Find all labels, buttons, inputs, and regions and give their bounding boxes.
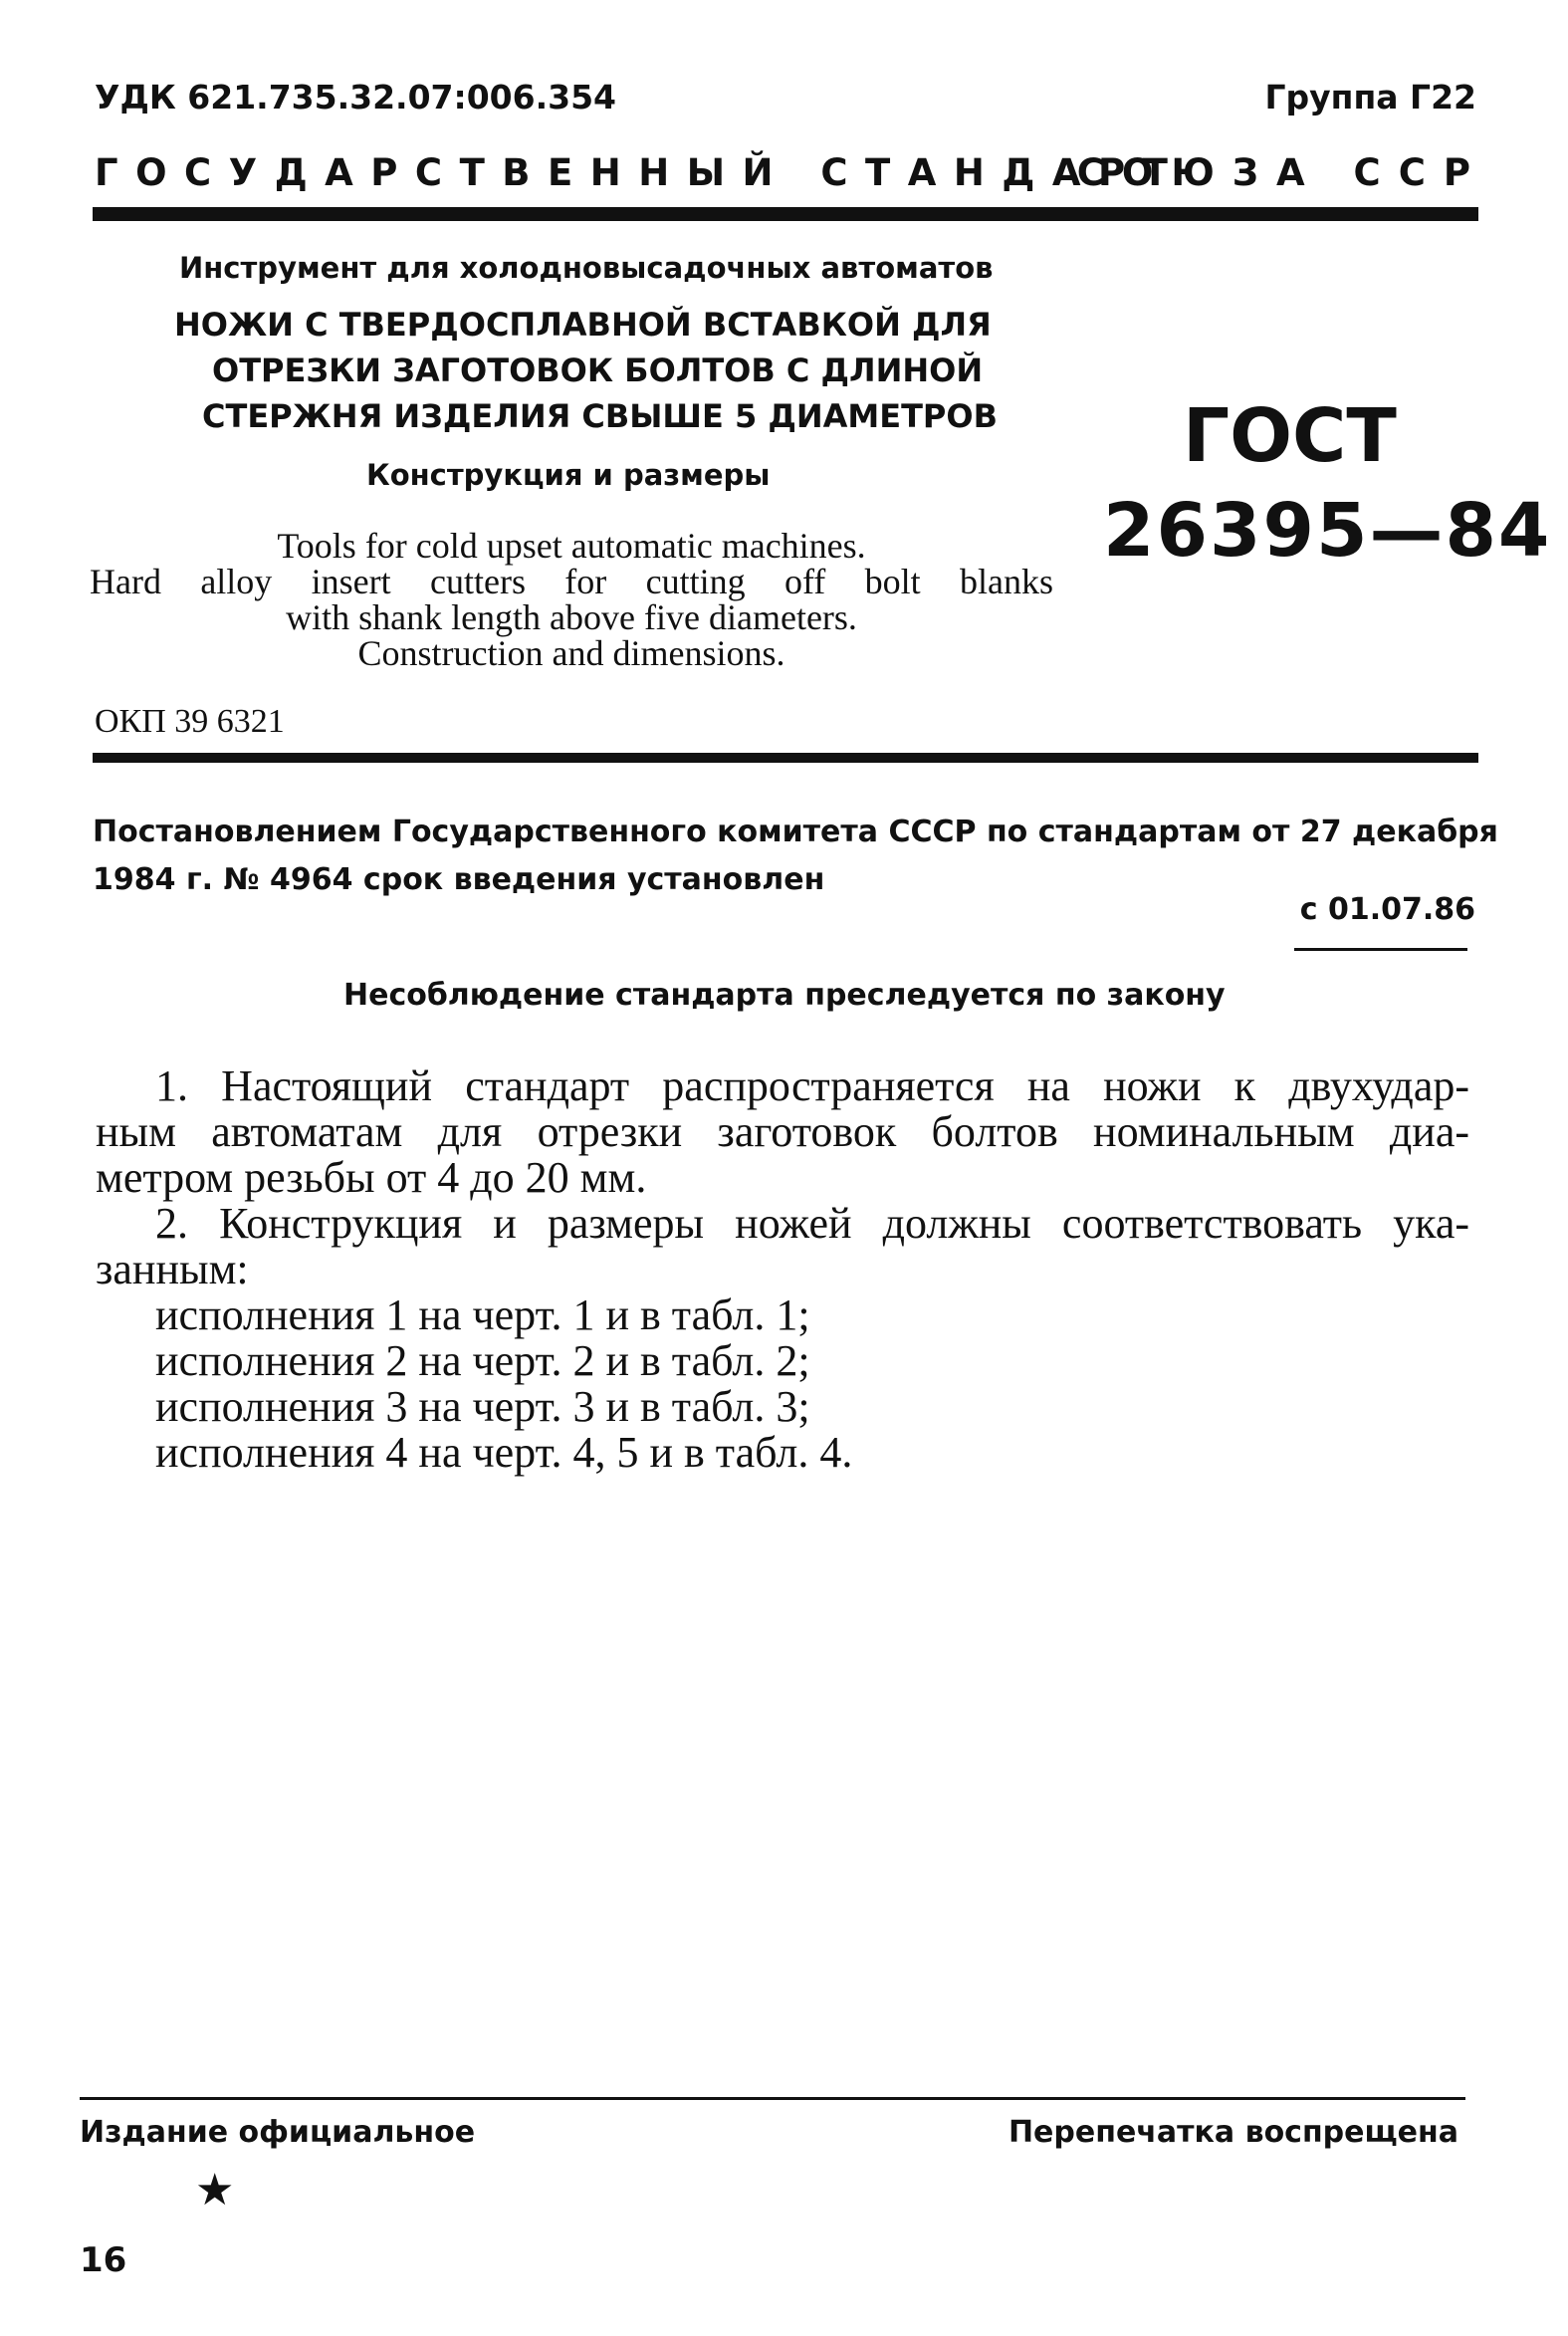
body-line: метром резьбы от 4 до 20 мм. [96, 1153, 647, 1202]
body-line: исполнения 1 на черт. 1 и в табл. 1; [155, 1290, 810, 1339]
footer-rule [80, 2097, 1465, 2100]
gost-number: 26395—84 [1103, 488, 1552, 574]
group-code: Группа Г22 [1264, 78, 1476, 117]
decree-paragraph [93, 809, 1498, 904]
body-line: 2. Конструкция и размеры ножей должны соответствовать ука- [155, 1199, 1469, 1248]
reprint-prohibited-label: Перепечатка воспрещена [1008, 2115, 1458, 2150]
body-line: ным автоматам для отрезки заготовок болтов номинальным диа- [96, 1107, 1469, 1156]
construction-subtitle: Конструкция и размеры [366, 458, 771, 492]
instrument-subtitle: Инструмент для холодновысадочных автоматов [179, 251, 994, 285]
title-line: СТЕРЖНЯ ИЗДЕЛИЯ СВЫШЕ 5 ДИАМЕТРОВ [202, 397, 998, 435]
udk-code: УДК 621.735.32.07:006.354 [95, 78, 617, 117]
state-standard-heading: ГОСУДАРСТВЕННЫЙ СТАНДАРТ [95, 151, 1186, 194]
noncompliance-notice: Несоблюдение стандарта преследуется по закону [343, 978, 1226, 1013]
title-line: НОЖИ С ТВЕРДОСПЛАВНОЙ ВСТАВКОЙ ДЛЯ [174, 306, 992, 344]
effective-date: с 01.07.86 [1299, 892, 1475, 927]
gost-label: ГОСТ [1183, 393, 1397, 479]
page-number: 16 [80, 2240, 127, 2280]
english-title [90, 528, 1053, 671]
title-line: ОТРЕЗКИ ЗАГОТОВОК БОЛТОВ С ДЛИНОЙ [212, 351, 984, 389]
union-heading: СОЮЗА ССР [1076, 151, 1488, 194]
header-rule [93, 207, 1478, 221]
document-title [174, 302, 998, 439]
star-icon: ★ [195, 2166, 235, 2215]
title-block-rule [93, 753, 1478, 763]
english-line: Construction and dimensions. [357, 633, 785, 673]
okp-code: ОКП 39 6321 [95, 703, 285, 740]
decree-line: 1984 г. № 4964 срок введения установлен [93, 862, 825, 897]
body-line: исполнения 2 на черт. 2 и в табл. 2; [155, 1336, 810, 1385]
official-edition-label: Издание официальное [80, 2115, 476, 2150]
body-line: 1. Настоящий стандарт распространяется на ножи к двухудар- [155, 1061, 1469, 1110]
english-line: Hard alloy insert cutters for cutting off bolt blanks [90, 562, 1053, 601]
effective-date-underline [1294, 948, 1467, 951]
body-paragraphs [96, 1063, 1469, 1476]
english-line: with shank length above five diameters. [286, 597, 857, 637]
decree-line: Постановлением Государственного комитета СССР по стандартам от 27 декабря [93, 815, 1498, 849]
body-line: занным: [96, 1245, 249, 1293]
body-line: исполнения 3 на черт. 3 и в табл. 3; [155, 1382, 810, 1431]
english-line: Tools for cold upset automatic machines. [277, 526, 866, 566]
body-line: исполнения 4 на черт. 4, 5 и в табл. 4. [155, 1428, 853, 1477]
